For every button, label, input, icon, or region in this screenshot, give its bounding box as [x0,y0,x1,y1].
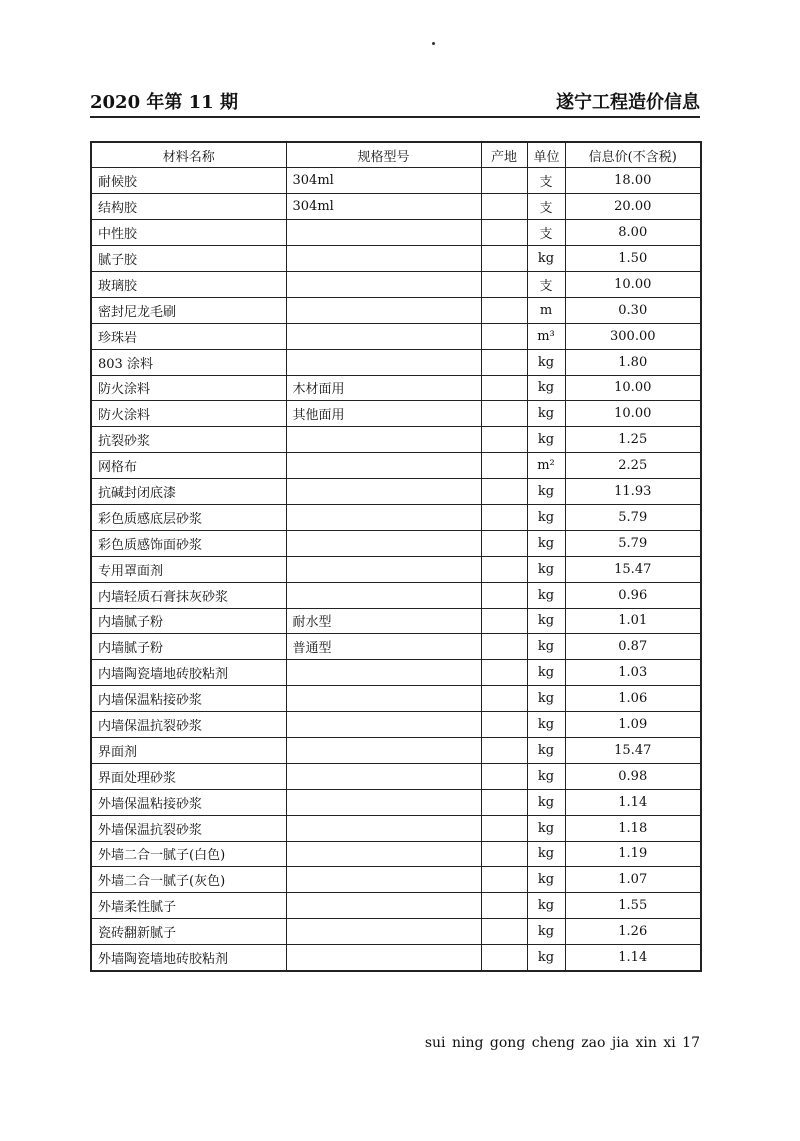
cell-price: 15.47 [565,737,701,763]
table-row [91,608,701,634]
cell-origin [481,815,527,841]
cell-price: 10.00 [565,401,701,427]
cell-price: 1.18 [565,815,701,841]
cell-price: 5.79 [565,504,701,530]
table-row [91,945,701,971]
cell-name: 外墙柔性腻子 [91,893,286,919]
cell-origin [481,168,527,194]
cell-unit: kg [527,608,565,634]
cell-origin [481,634,527,660]
cell-name: 界面剂 [91,737,286,763]
table-row [91,349,701,375]
cell-price: 2.25 [565,453,701,479]
table-row [91,375,701,401]
page-footer: sui ning gong cheng zao jia xin xi 17 [424,1035,700,1051]
table-row [91,712,701,738]
cell-name: 外墙陶瓷墙地砖胶粘剂 [91,945,286,971]
cell-name: 珍珠岩 [91,323,286,349]
cell-spec [286,945,481,971]
cell-unit: kg [527,789,565,815]
cell-name: 外墙二合一腻子(白色) [91,841,286,867]
table-header-row [91,142,701,168]
cell-price: 1.01 [565,608,701,634]
cell-unit: 支 [527,271,565,297]
cell-origin [481,453,527,479]
cell-spec: 普通型 [286,634,481,660]
cell-spec [286,815,481,841]
cell-name: 专用罩面剂 [91,556,286,582]
cell-name: 界面处理砂浆 [91,763,286,789]
table-row [91,194,701,220]
cell-spec [286,271,481,297]
cell-spec [286,893,481,919]
cell-price: 300.00 [565,323,701,349]
cell-price: 5.79 [565,530,701,556]
cell-spec [286,323,481,349]
table-row [91,686,701,712]
cell-unit: kg [527,349,565,375]
cell-name: 外墙保温粘接砂浆 [91,789,286,815]
cell-origin [481,763,527,789]
cell-name: 玻璃胶 [91,271,286,297]
cell-name: 防火涂料 [91,401,286,427]
cell-spec: 304ml [286,194,481,220]
cell-origin [481,479,527,505]
table-row [91,789,701,815]
cell-origin [481,582,527,608]
cell-unit: kg [527,504,565,530]
cell-spec [286,789,481,815]
cell-unit: kg [527,634,565,660]
cell-price: 1.26 [565,919,701,945]
cell-origin [481,660,527,686]
table-row [91,271,701,297]
cell-unit: m [527,297,565,323]
cell-spec: 耐水型 [286,608,481,634]
cell-unit: kg [527,737,565,763]
cell-name: 803 涂料 [91,349,286,375]
cell-spec [286,453,481,479]
cell-price: 1.14 [565,945,701,971]
cell-origin [481,530,527,556]
price-table [90,141,702,972]
table-row [91,323,701,349]
cell-origin [481,737,527,763]
table-row [91,297,701,323]
cell-origin [481,608,527,634]
cell-price: 8.00 [565,220,701,246]
cell-price: 10.00 [565,375,701,401]
cell-name: 耐候胶 [91,168,286,194]
cell-name: 内墙保温抗裂砂浆 [91,712,286,738]
cell-unit: kg [527,763,565,789]
cell-name: 中性胶 [91,220,286,246]
cell-price: 1.14 [565,789,701,815]
cell-unit: kg [527,246,565,272]
table-row [91,504,701,530]
cell-name: 内墙腻子粉 [91,634,286,660]
cell-origin [481,789,527,815]
cell-unit: kg [527,712,565,738]
cell-spec [286,349,481,375]
table-row [91,582,701,608]
table-row [91,634,701,660]
table-row [91,246,701,272]
cell-price: 20.00 [565,194,701,220]
cell-name: 内墙腻子粉 [91,608,286,634]
cell-spec [286,479,481,505]
cell-spec [286,297,481,323]
cell-unit: kg [527,427,565,453]
cell-name: 外墙二合一腻子(灰色) [91,867,286,893]
table-row [91,427,701,453]
page-header [90,88,700,118]
table-row [91,530,701,556]
cell-price: 1.19 [565,841,701,867]
table-row [91,556,701,582]
cell-spec [286,919,481,945]
cell-origin [481,841,527,867]
col-header-unit: 单位 [527,142,565,168]
table-row [91,479,701,505]
cell-unit: 支 [527,220,565,246]
cell-name: 结构胶 [91,194,286,220]
table-row [91,168,701,194]
cell-spec [286,530,481,556]
col-header-origin: 产地 [481,142,527,168]
cell-price: 1.07 [565,867,701,893]
cell-name: 内墙轻质石膏抹灰砂浆 [91,582,286,608]
cell-origin [481,427,527,453]
cell-spec [286,427,481,453]
cell-unit: kg [527,919,565,945]
cell-unit: kg [527,401,565,427]
cell-spec [286,582,481,608]
cell-price: 18.00 [565,168,701,194]
cell-unit: kg [527,479,565,505]
cell-origin [481,271,527,297]
cell-origin [481,919,527,945]
cell-unit: m² [527,453,565,479]
cell-price: 0.30 [565,297,701,323]
cell-spec: 其他面用 [286,401,481,427]
table-row [91,220,701,246]
cell-spec [286,246,481,272]
cell-price: 1.06 [565,686,701,712]
cell-name: 腻子胶 [91,246,286,272]
cell-price: 1.80 [565,349,701,375]
table-row [91,893,701,919]
cell-spec [286,660,481,686]
cell-unit: kg [527,841,565,867]
cell-spec [286,556,481,582]
cell-origin [481,893,527,919]
cell-unit: kg [527,815,565,841]
table-row [91,453,701,479]
cell-price: 0.98 [565,763,701,789]
cell-unit: kg [527,375,565,401]
cell-name: 网格布 [91,453,286,479]
table-row [91,841,701,867]
cell-origin [481,686,527,712]
cell-unit: kg [527,945,565,971]
col-header-name: 材料名称 [91,142,286,168]
cell-unit: kg [527,556,565,582]
cell-origin [481,712,527,738]
speck [432,42,435,45]
issue-number: 2020 年第 11 期 [90,92,238,113]
cell-origin [481,945,527,971]
cell-spec [286,737,481,763]
cell-name: 抗裂砂浆 [91,427,286,453]
cell-name: 彩色质感底层砂浆 [91,504,286,530]
cell-spec [286,686,481,712]
cell-origin [481,194,527,220]
cell-name: 抗碱封闭底漆 [91,479,286,505]
cell-price: 15.47 [565,556,701,582]
cell-name: 内墙陶瓷墙地砖胶粘剂 [91,660,286,686]
cell-unit: kg [527,530,565,556]
cell-name: 彩色质感饰面砂浆 [91,530,286,556]
cell-price: 0.96 [565,582,701,608]
cell-unit: 支 [527,194,565,220]
cell-spec [286,220,481,246]
cell-unit: 支 [527,168,565,194]
table-row [91,737,701,763]
cell-spec [286,712,481,738]
cell-name: 瓷砖翻新腻子 [91,919,286,945]
cell-unit: kg [527,686,565,712]
cell-price: 1.09 [565,712,701,738]
cell-spec [286,867,481,893]
cell-price: 10.00 [565,271,701,297]
table-row [91,919,701,945]
cell-price: 0.87 [565,634,701,660]
cell-spec [286,504,481,530]
cell-origin [481,297,527,323]
table-row [91,401,701,427]
cell-name: 密封尼龙毛刷 [91,297,286,323]
col-header-spec: 规格型号 [286,142,481,168]
cell-price: 1.25 [565,427,701,453]
cell-origin [481,867,527,893]
cell-price: 1.50 [565,246,701,272]
cell-unit: kg [527,867,565,893]
cell-price: 1.55 [565,893,701,919]
cell-price: 11.93 [565,479,701,505]
cell-unit: kg [527,893,565,919]
table-row [91,867,701,893]
cell-origin [481,504,527,530]
cell-name: 内墙保温粘接砂浆 [91,686,286,712]
table-row [91,660,701,686]
cell-spec: 304ml [286,168,481,194]
cell-origin [481,401,527,427]
cell-origin [481,220,527,246]
cell-spec: 木材面用 [286,375,481,401]
cell-unit: m³ [527,323,565,349]
cell-unit: kg [527,582,565,608]
cell-origin [481,246,527,272]
table-row [91,815,701,841]
table-row [91,763,701,789]
cell-origin [481,556,527,582]
cell-origin [481,375,527,401]
cell-price: 1.03 [565,660,701,686]
cell-spec [286,841,481,867]
cell-origin [481,323,527,349]
cell-origin [481,349,527,375]
cell-unit: kg [527,660,565,686]
journal-title: 遂宁工程造价信息 [556,92,700,113]
cell-name: 外墙保温抗裂砂浆 [91,815,286,841]
cell-spec [286,763,481,789]
col-header-price: 信息价(不含税) [565,142,701,168]
cell-name: 防火涂料 [91,375,286,401]
